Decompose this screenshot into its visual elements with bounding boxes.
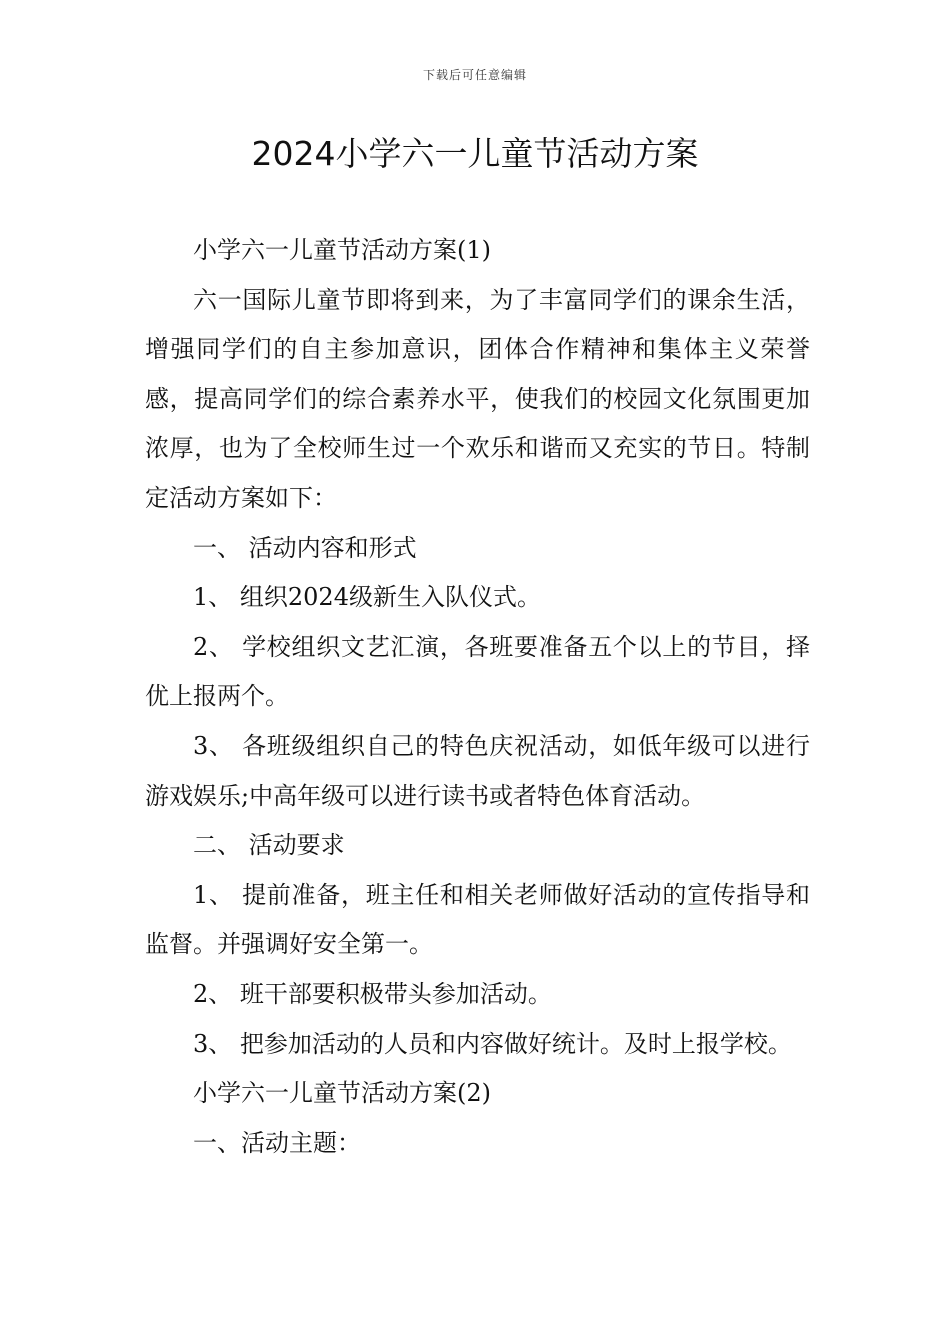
section-heading: 一、 活动内容和形式 [193,533,417,562]
list-item: 2、 学校组织文艺汇演，各班要准备五个以上的节目，择优上报两个。 [145,632,810,711]
list-item: 3、 各班级组织自己的特色庆祝活动，如低年级可以进行游戏娱乐;中高年级可以进行读书或者特色体育活动。 [145,731,810,810]
document-body [145,226,810,1168]
section-heading: 小学六一儿童节活动方案(2) [193,1079,491,1108]
section-heading: 一、活动主题： [193,1128,361,1157]
list-item: 3、 把参加活动的人员和内容做好统计。及时上报学校。 [193,1029,792,1058]
list-item: 1、 提前准备，班主任和相关老师做好活动的宣传指导和监督。并强调好安全第一。 [145,880,810,959]
section-heading: 小学六一儿童节活动方案(1) [193,236,491,264]
list-item: 2、 班干部要积极带头参加活动。 [193,979,552,1008]
list-item: 1、 组织2024级新生入队仪式。 [193,583,541,612]
paragraph: 六一国际儿童节即将到来，为了丰富同学们的课余生活，增强同学们的自主参加意识，团体合作精神和集体主义荣誉感，提高同学们的综合素养水平，使我们的校园文化氛围更加浓厚，也为了全校师生过一个欢乐和谐而又充实的节日。特制定活动方案如下： [145,285,810,512]
header-note: 下载后可任意编辑 [422,68,527,82]
document-title: 2024小学六一儿童节活动方案 [251,134,699,173]
section-heading: 二、 活动要求 [193,831,345,860]
